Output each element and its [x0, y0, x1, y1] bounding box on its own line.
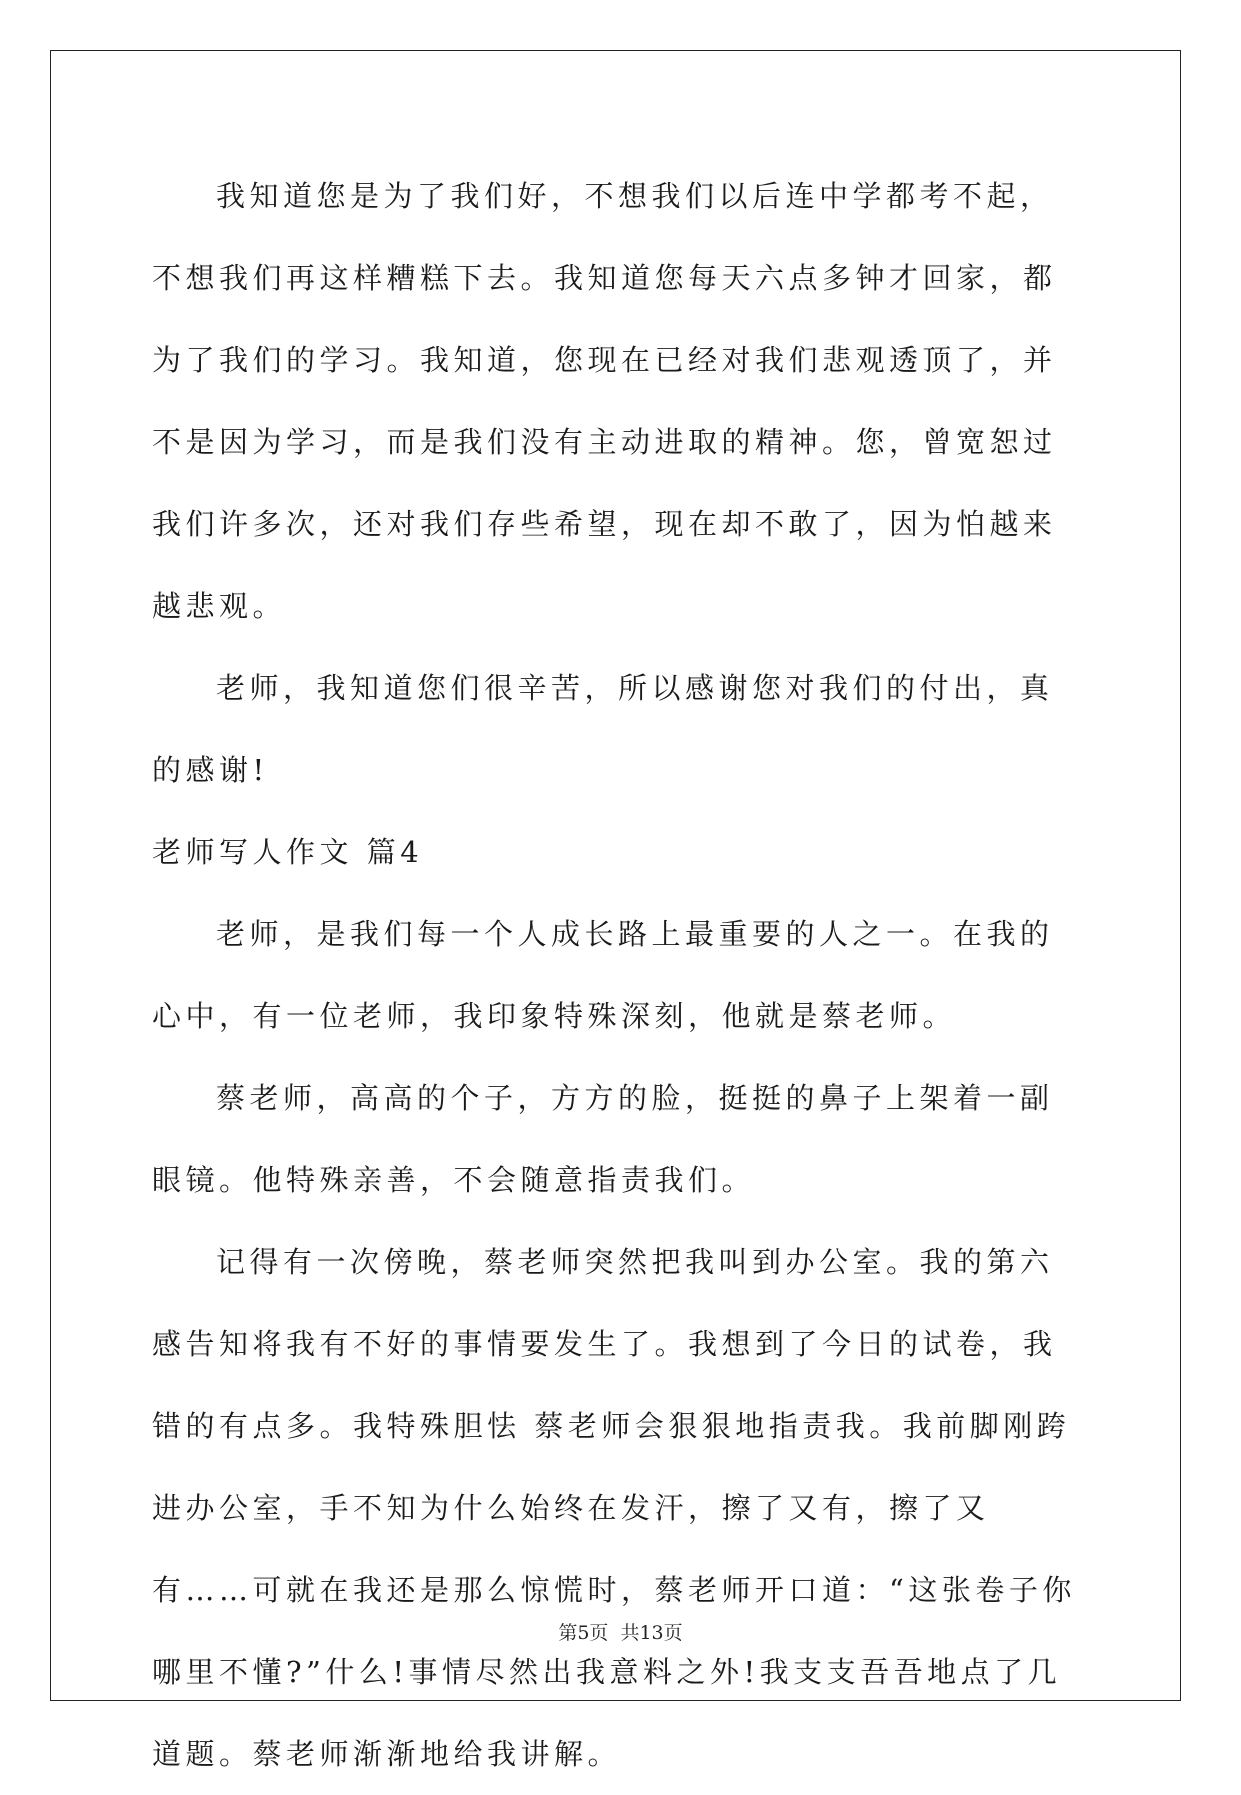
page-footer — [0, 1618, 1241, 1645]
section-heading: 老师写人作文 篇4 — [152, 835, 424, 869]
paragraph-4: 蔡老师，高高的个子，方方的脸，挺挺的鼻子上架着一副眼镜。他特殊亲善，不会随意指责我们。 — [152, 1081, 1054, 1197]
paragraph-2: 老师，我知道您们很辛苦，所以感谢您对我们的付出，真的感谢! — [152, 671, 1054, 787]
page-number: 第5页 — [558, 1622, 609, 1644]
paragraph-1: 我知道您是为了我们好，不想我们以后连中学都考不起，不想我们再这样糟糕下去。我知道您每天六点多钟才回家，都为了我们的学习。我知道，您现在已经对我们悲观透顶了，并不是因为学习，而是我们没有主动进取的精神。您，曾宽恕过我们许多次，还对我们存些希望，现在却不敢了，因为怕越来越悲观。 — [152, 179, 1057, 623]
paragraph-5: 记得有一次傍晚，蔡老师突然把我叫到办公室。我的第六感告知将我有不好的事情要发生了。我想到了今日的试卷，我错的有点多。我特殊胆怯 蔡老师会狠狠地指责我。我前脚刚跨进办公室，手不知为什么始终在发汗，擦了又有，擦了又有……可就在我还是那么惊慌时，蔡老师开口道：“这张卷子你哪里不懂?”什么!事情尽然出我意料之外!我支支吾吾地点了几道题。蔡老师渐渐地给我讲解。 — [152, 1245, 1076, 1771]
total-pages: 共13页 — [620, 1622, 683, 1644]
document-body — [152, 155, 1084, 1795]
paragraph-3: 老师，是我们每一个人成长路上最重要的人之一。在我的心中，有一位老师，我印象特殊深刻，他就是蔡老师。 — [152, 917, 1054, 1033]
